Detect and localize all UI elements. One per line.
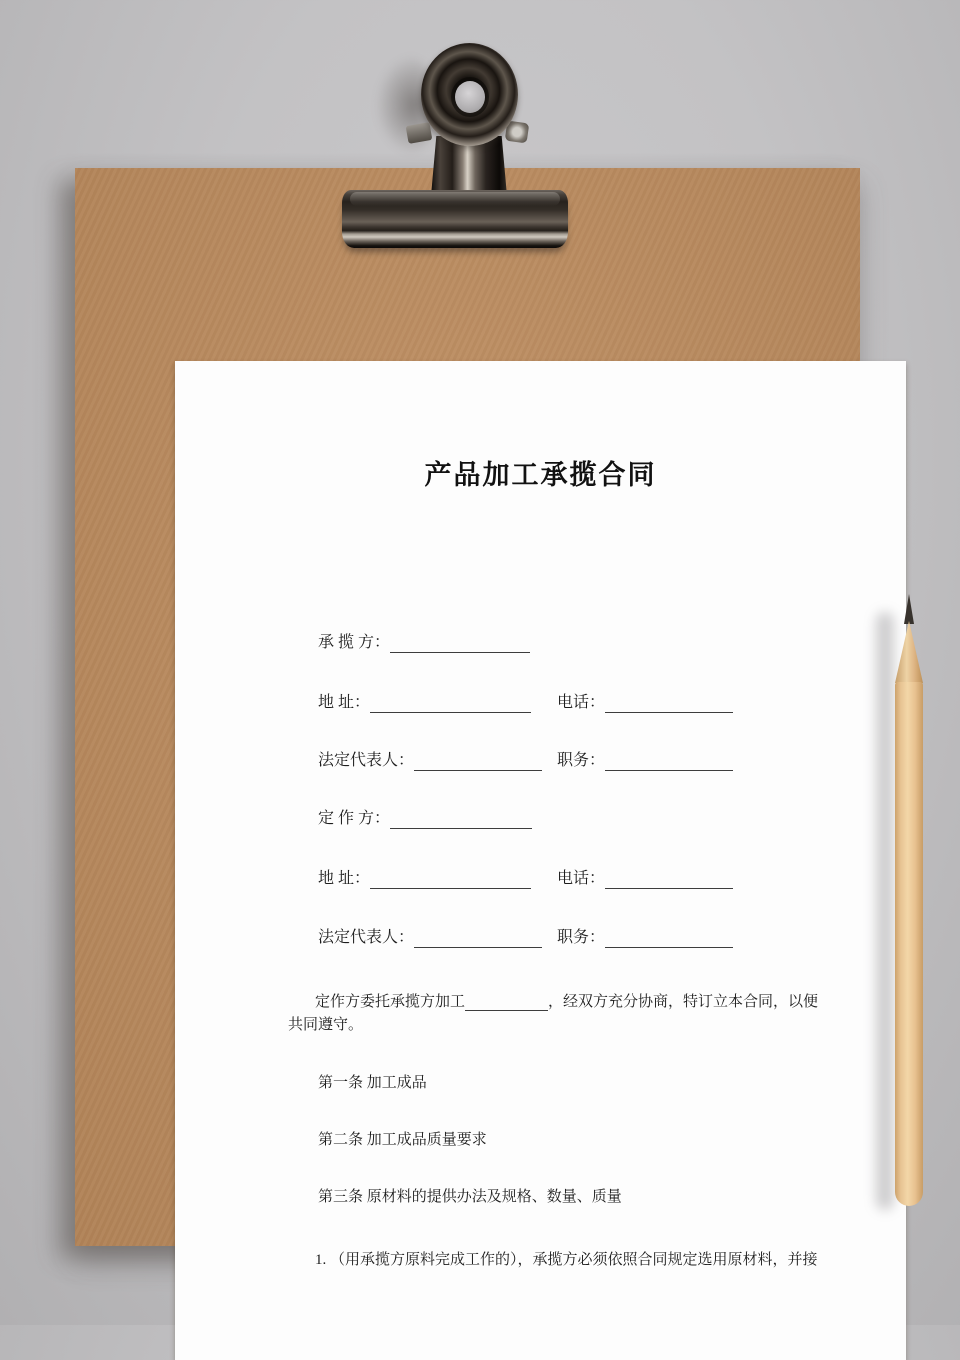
blank-line (605, 754, 733, 771)
field-position-1 (557, 751, 733, 771)
binder-clip-ring (421, 43, 518, 146)
field-legal-rep-label: 法定代表人： (318, 752, 415, 769)
clipboard (75, 168, 860, 1268)
binder-clip-hole (455, 81, 485, 113)
clause-1: 第一条 加工成品 (318, 1075, 427, 1091)
field-legal-rep-1 (318, 751, 542, 771)
blank-line (414, 931, 542, 948)
field-contractor (318, 633, 530, 653)
clause-3-item-1: 1. （用承揽方原料完成工作的），承揽方必须依照合同规定选用原材料，并接 (315, 1252, 818, 1268)
field-phone-label: 电话： (557, 694, 606, 711)
field-legal-rep-2 (318, 928, 542, 948)
binder-clip-left-tab (406, 122, 433, 144)
blank-line (605, 872, 733, 889)
pencil-body (895, 682, 923, 1206)
binder-clip-bar (342, 190, 568, 248)
blank-line (390, 812, 532, 829)
field-orderer (318, 809, 532, 829)
blank-line (605, 696, 733, 713)
blank-line (465, 995, 548, 1011)
field-phone-2 (557, 869, 733, 889)
contract-paper (175, 361, 906, 1360)
field-orderer-label: 定 作 方： (318, 810, 391, 827)
pencil-shadow (876, 612, 894, 1210)
blank-line (370, 872, 531, 889)
contract-title: 产品加工承揽合同 (424, 460, 657, 490)
intro-paragraph-line1 (315, 990, 818, 1011)
intro-after-blank: ，经双方充分协商，特订立本合同，以便 (548, 994, 819, 1010)
pencil (895, 594, 923, 1206)
field-position-2 (557, 928, 733, 948)
field-position-label: 职务： (557, 929, 606, 946)
field-phone-label: 电话： (557, 870, 606, 887)
clause-3: 第三条 原材料的提供办法及规格、数量、质量 (318, 1189, 622, 1205)
blank-line (414, 754, 542, 771)
intro-before-blank: 定作方委托承揽方加工 (315, 994, 466, 1010)
field-position-label: 职务： (557, 752, 606, 769)
field-address-2 (318, 869, 531, 889)
field-address-label: 地 址： (318, 870, 371, 887)
field-legal-rep-label: 法定代表人： (318, 929, 415, 946)
pencil-sharpened-cone (895, 621, 923, 683)
blank-line (370, 696, 531, 713)
clause-2: 第二条 加工成品质量要求 (318, 1132, 487, 1148)
pencil-lead-tip (904, 594, 914, 624)
blank-line (605, 931, 733, 948)
field-address-1 (318, 693, 531, 713)
field-contractor-label: 承 揽 方： (318, 634, 391, 651)
field-phone-1 (557, 693, 733, 713)
intro-paragraph-line2: 共同遵守。 (288, 1017, 364, 1033)
field-address-label: 地 址： (318, 694, 371, 711)
blank-line (390, 636, 530, 653)
